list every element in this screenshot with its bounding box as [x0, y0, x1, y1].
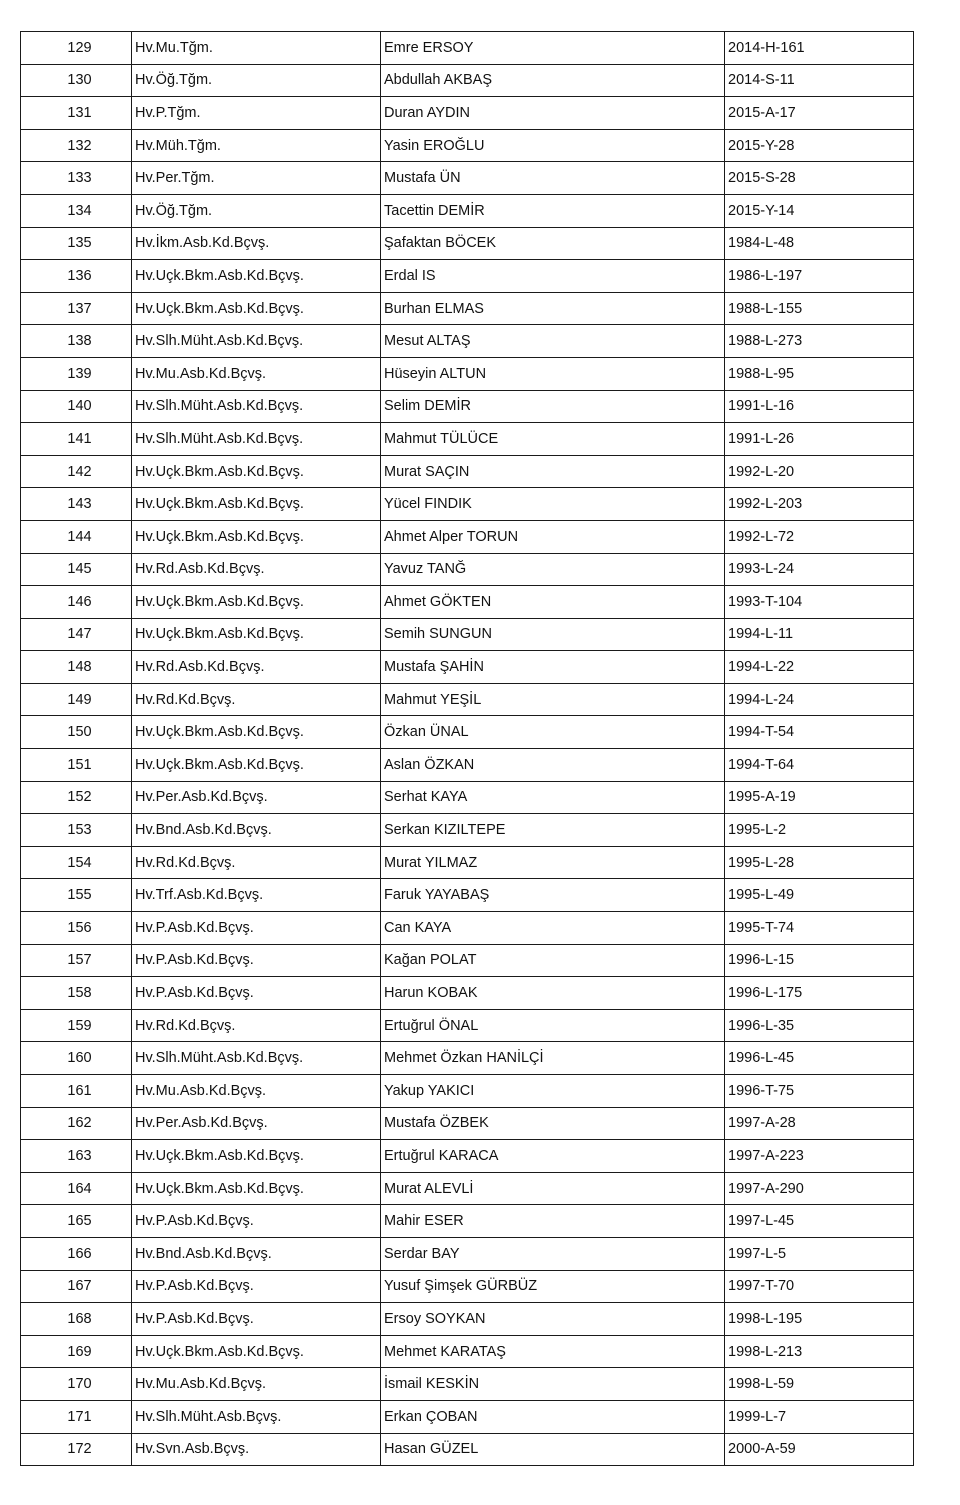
row-number-cell: 171	[21, 1400, 132, 1433]
registry-code-cell: 1994-T-64	[725, 749, 914, 782]
row-number-cell: 152	[21, 781, 132, 814]
table-row	[21, 194, 914, 227]
name-cell: Yasin EROĞLU	[381, 129, 725, 162]
registry-code-cell: 1988-L-155	[725, 292, 914, 325]
table-row	[21, 977, 914, 1010]
rank-cell: Hv.Uçk.Bkm.Asb.Kd.Bçvş.	[132, 488, 381, 521]
registry-code-cell: 1986-L-197	[725, 260, 914, 293]
name-cell: Mehmet KARATAŞ	[381, 1335, 725, 1368]
row-number-cell: 154	[21, 846, 132, 879]
table-row	[21, 912, 914, 945]
row-number-cell: 158	[21, 977, 132, 1010]
row-number-cell: 172	[21, 1433, 132, 1466]
registry-code-cell: 1996-T-75	[725, 1075, 914, 1108]
registry-code-cell: 1997-A-290	[725, 1172, 914, 1205]
rank-cell: Hv.Mu.Asb.Kd.Bçvş.	[132, 1075, 381, 1108]
table-row	[21, 64, 914, 97]
rank-cell: Hv.P.Asb.Kd.Bçvş.	[132, 977, 381, 1010]
rank-cell: Hv.Mu.Tğm.	[132, 32, 381, 65]
rank-cell: Hv.P.Asb.Kd.Bçvş.	[132, 912, 381, 945]
registry-code-cell: 1992-L-203	[725, 488, 914, 521]
rank-cell: Hv.Rd.Kd.Bçvş.	[132, 846, 381, 879]
rank-cell: Hv.Uçk.Bkm.Asb.Kd.Bçvş.	[132, 1140, 381, 1173]
rank-cell: Hv.Slh.Müht.Asb.Kd.Bçvş.	[132, 423, 381, 456]
registry-code-cell: 1997-A-28	[725, 1107, 914, 1140]
row-number-cell: 155	[21, 879, 132, 912]
row-number-cell: 159	[21, 1009, 132, 1042]
name-cell: Serkan KIZILTEPE	[381, 814, 725, 847]
rank-cell: Hv.Rd.Kd.Bçvş.	[132, 1009, 381, 1042]
registry-code-cell: 1984-L-48	[725, 227, 914, 260]
registry-code-cell: 2015-Y-28	[725, 129, 914, 162]
rank-cell: Hv.Rd.Kd.Bçvş.	[132, 683, 381, 716]
rank-cell: Hv.Uçk.Bkm.Asb.Kd.Bçvş.	[132, 1335, 381, 1368]
rank-cell: Hv.Per.Asb.Kd.Bçvş.	[132, 1107, 381, 1140]
row-number-cell: 163	[21, 1140, 132, 1173]
name-cell: Harun KOBAK	[381, 977, 725, 1010]
row-number-cell: 162	[21, 1107, 132, 1140]
registry-code-cell: 1997-A-223	[725, 1140, 914, 1173]
row-number-cell: 150	[21, 716, 132, 749]
row-number-cell: 140	[21, 390, 132, 423]
registry-code-cell: 2000-A-59	[725, 1433, 914, 1466]
registry-code-cell: 2015-S-28	[725, 162, 914, 195]
rank-cell: Hv.Uçk.Bkm.Asb.Kd.Bçvş.	[132, 618, 381, 651]
table-row	[21, 1433, 914, 1466]
name-cell: Duran AYDIN	[381, 97, 725, 130]
table-row	[21, 553, 914, 586]
row-number-cell: 169	[21, 1335, 132, 1368]
row-number-cell: 157	[21, 944, 132, 977]
row-number-cell: 149	[21, 683, 132, 716]
table-row	[21, 227, 914, 260]
row-number-cell: 130	[21, 64, 132, 97]
rank-cell: Hv.Per.Asb.Kd.Bçvş.	[132, 781, 381, 814]
rank-cell: Hv.Uçk.Bkm.Asb.Kd.Bçvş.	[132, 716, 381, 749]
row-number-cell: 133	[21, 162, 132, 195]
registry-code-cell: 1994-L-22	[725, 651, 914, 684]
row-number-cell: 141	[21, 423, 132, 456]
rank-cell: Hv.P.Tğm.	[132, 97, 381, 130]
rank-cell: Hv.P.Asb.Kd.Bçvş.	[132, 944, 381, 977]
table-row	[21, 781, 914, 814]
row-number-cell: 161	[21, 1075, 132, 1108]
registry-code-cell: 1997-T-70	[725, 1270, 914, 1303]
name-cell: Burhan ELMAS	[381, 292, 725, 325]
rank-cell: Hv.Müh.Tğm.	[132, 129, 381, 162]
table-row	[21, 1205, 914, 1238]
registry-code-cell: 1993-L-24	[725, 553, 914, 586]
row-number-cell: 132	[21, 129, 132, 162]
name-cell: Aslan ÖZKAN	[381, 749, 725, 782]
table-row	[21, 390, 914, 423]
rank-cell: Hv.Rd.Asb.Kd.Bçvş.	[132, 553, 381, 586]
rank-cell: Hv.Trf.Asb.Kd.Bçvş.	[132, 879, 381, 912]
registry-code-cell: 2015-Y-14	[725, 194, 914, 227]
name-cell: Serhat KAYA	[381, 781, 725, 814]
registry-code-cell: 1994-T-54	[725, 716, 914, 749]
row-number-cell: 137	[21, 292, 132, 325]
name-cell: Can KAYA	[381, 912, 725, 945]
name-cell: Mahmut YEŞİL	[381, 683, 725, 716]
table-row	[21, 1172, 914, 1205]
personnel-table-body	[21, 32, 914, 1466]
rank-cell: Hv.Uçk.Bkm.Asb.Kd.Bçvş.	[132, 292, 381, 325]
row-number-cell: 168	[21, 1303, 132, 1336]
row-number-cell: 164	[21, 1172, 132, 1205]
registry-code-cell: 1995-L-2	[725, 814, 914, 847]
rank-cell: Hv.Bnd.Asb.Kd.Bçvş.	[132, 814, 381, 847]
rank-cell: Hv.Uçk.Bkm.Asb.Kd.Bçvş.	[132, 260, 381, 293]
table-row	[21, 292, 914, 325]
registry-code-cell: 1997-L-5	[725, 1237, 914, 1270]
registry-code-cell: 1994-L-11	[725, 618, 914, 651]
name-cell: Şafaktan BÖCEK	[381, 227, 725, 260]
table-row	[21, 1270, 914, 1303]
table-row	[21, 1140, 914, 1173]
rank-cell: Hv.Öğ.Tğm.	[132, 64, 381, 97]
registry-code-cell: 1991-L-16	[725, 390, 914, 423]
name-cell: Semih SUNGUN	[381, 618, 725, 651]
table-row	[21, 1042, 914, 1075]
name-cell: İsmail KESKİN	[381, 1368, 725, 1401]
row-number-cell: 136	[21, 260, 132, 293]
name-cell: Mustafa ŞAHİN	[381, 651, 725, 684]
name-cell: Tacettin DEMİR	[381, 194, 725, 227]
table-row	[21, 357, 914, 390]
personnel-table	[20, 31, 914, 1466]
name-cell: Emre ERSOY	[381, 32, 725, 65]
registry-code-cell: 1988-L-273	[725, 325, 914, 358]
name-cell: Mahir ESER	[381, 1205, 725, 1238]
rank-cell: Hv.Uçk.Bkm.Asb.Kd.Bçvş.	[132, 520, 381, 553]
table-row	[21, 97, 914, 130]
table-row	[21, 260, 914, 293]
row-number-cell: 167	[21, 1270, 132, 1303]
registry-code-cell: 1991-L-26	[725, 423, 914, 456]
row-number-cell: 166	[21, 1237, 132, 1270]
row-number-cell: 148	[21, 651, 132, 684]
table-row	[21, 325, 914, 358]
table-row	[21, 651, 914, 684]
row-number-cell: 151	[21, 749, 132, 782]
rank-cell: Hv.Slh.Müht.Asb.Bçvş.	[132, 1400, 381, 1433]
rank-cell: Hv.İkm.Asb.Kd.Bçvş.	[132, 227, 381, 260]
row-number-cell: 142	[21, 455, 132, 488]
name-cell: Ersoy SOYKAN	[381, 1303, 725, 1336]
table-row	[21, 162, 914, 195]
row-number-cell: 147	[21, 618, 132, 651]
name-cell: Yakup YAKICI	[381, 1075, 725, 1108]
table-row	[21, 423, 914, 456]
table-row	[21, 1075, 914, 1108]
rank-cell: Hv.P.Asb.Kd.Bçvş.	[132, 1205, 381, 1238]
rank-cell: Hv.P.Asb.Kd.Bçvş.	[132, 1270, 381, 1303]
rank-cell: Hv.Uçk.Bkm.Asb.Kd.Bçvş.	[132, 1172, 381, 1205]
document-page	[20, 31, 914, 1466]
table-row	[21, 846, 914, 879]
name-cell: Özkan ÜNAL	[381, 716, 725, 749]
name-cell: Erdal IS	[381, 260, 725, 293]
name-cell: Mustafa ÖZBEK	[381, 1107, 725, 1140]
table-row	[21, 1303, 914, 1336]
rank-cell: Hv.Mu.Asb.Kd.Bçvş.	[132, 1368, 381, 1401]
table-row	[21, 586, 914, 619]
registry-code-cell: 2014-S-11	[725, 64, 914, 97]
table-row	[21, 1400, 914, 1433]
row-number-cell: 146	[21, 586, 132, 619]
registry-code-cell: 1995-L-28	[725, 846, 914, 879]
row-number-cell: 143	[21, 488, 132, 521]
registry-code-cell: 1996-L-15	[725, 944, 914, 977]
registry-code-cell: 1998-L-59	[725, 1368, 914, 1401]
registry-code-cell: 1996-L-45	[725, 1042, 914, 1075]
registry-code-cell: 1995-A-19	[725, 781, 914, 814]
registry-code-cell: 1992-L-20	[725, 455, 914, 488]
name-cell: Murat YILMAZ	[381, 846, 725, 879]
name-cell: Murat SAÇIN	[381, 455, 725, 488]
table-row	[21, 1237, 914, 1270]
name-cell: Hüseyin ALTUN	[381, 357, 725, 390]
name-cell: Erkan ÇOBAN	[381, 1400, 725, 1433]
name-cell: Ahmet Alper TORUN	[381, 520, 725, 553]
row-number-cell: 165	[21, 1205, 132, 1238]
name-cell: Ertuğrul KARACA	[381, 1140, 725, 1173]
table-row	[21, 520, 914, 553]
registry-code-cell: 1999-L-7	[725, 1400, 914, 1433]
rank-cell: Hv.Uçk.Bkm.Asb.Kd.Bçvş.	[132, 455, 381, 488]
table-row	[21, 879, 914, 912]
row-number-cell: 139	[21, 357, 132, 390]
registry-code-cell: 1993-T-104	[725, 586, 914, 619]
row-number-cell: 135	[21, 227, 132, 260]
rank-cell: Hv.Öğ.Tğm.	[132, 194, 381, 227]
registry-code-cell: 1996-L-35	[725, 1009, 914, 1042]
rank-cell: Hv.Slh.Müht.Asb.Kd.Bçvş.	[132, 390, 381, 423]
rank-cell: Hv.Uçk.Bkm.Asb.Kd.Bçvş.	[132, 586, 381, 619]
name-cell: Yusuf Şimşek GÜRBÜZ	[381, 1270, 725, 1303]
registry-code-cell: 1998-L-195	[725, 1303, 914, 1336]
table-row	[21, 455, 914, 488]
registry-code-cell: 2014-H-161	[725, 32, 914, 65]
rank-cell: Hv.Uçk.Bkm.Asb.Kd.Bçvş.	[132, 749, 381, 782]
table-row	[21, 1107, 914, 1140]
rank-cell: Hv.Bnd.Asb.Kd.Bçvş.	[132, 1237, 381, 1270]
registry-code-cell: 1988-L-95	[725, 357, 914, 390]
table-row	[21, 683, 914, 716]
name-cell: Mahmut TÜLÜCE	[381, 423, 725, 456]
name-cell: Hasan GÜZEL	[381, 1433, 725, 1466]
row-number-cell: 145	[21, 553, 132, 586]
registry-code-cell: 1995-L-49	[725, 879, 914, 912]
registry-code-cell: 1998-L-213	[725, 1335, 914, 1368]
name-cell: Faruk YAYABAŞ	[381, 879, 725, 912]
name-cell: Yücel FINDIK	[381, 488, 725, 521]
row-number-cell: 170	[21, 1368, 132, 1401]
name-cell: Ahmet GÖKTEN	[381, 586, 725, 619]
table-row	[21, 1335, 914, 1368]
row-number-cell: 138	[21, 325, 132, 358]
row-number-cell: 144	[21, 520, 132, 553]
registry-code-cell: 1997-L-45	[725, 1205, 914, 1238]
row-number-cell: 156	[21, 912, 132, 945]
rank-cell: Hv.Mu.Asb.Kd.Bçvş.	[132, 357, 381, 390]
registry-code-cell: 2015-A-17	[725, 97, 914, 130]
row-number-cell: 153	[21, 814, 132, 847]
registry-code-cell: 1992-L-72	[725, 520, 914, 553]
row-number-cell: 160	[21, 1042, 132, 1075]
registry-code-cell: 1996-L-175	[725, 977, 914, 1010]
rank-cell: Hv.Slh.Müht.Asb.Kd.Bçvş.	[132, 325, 381, 358]
name-cell: Serdar BAY	[381, 1237, 725, 1270]
table-row	[21, 1009, 914, 1042]
rank-cell: Hv.Slh.Müht.Asb.Kd.Bçvş.	[132, 1042, 381, 1075]
name-cell: Ertuğrul ÖNAL	[381, 1009, 725, 1042]
name-cell: Mustafa ÜN	[381, 162, 725, 195]
name-cell: Selim DEMİR	[381, 390, 725, 423]
table-row	[21, 944, 914, 977]
name-cell: Yavuz TANĞ	[381, 553, 725, 586]
rank-cell: Hv.Svn.Asb.Bçvş.	[132, 1433, 381, 1466]
registry-code-cell: 1995-T-74	[725, 912, 914, 945]
table-row	[21, 716, 914, 749]
table-row	[21, 749, 914, 782]
table-row	[21, 618, 914, 651]
row-number-cell: 134	[21, 194, 132, 227]
rank-cell: Hv.Rd.Asb.Kd.Bçvş.	[132, 651, 381, 684]
table-row	[21, 1368, 914, 1401]
row-number-cell: 129	[21, 32, 132, 65]
name-cell: Abdullah AKBAŞ	[381, 64, 725, 97]
row-number-cell: 131	[21, 97, 132, 130]
rank-cell: Hv.P.Asb.Kd.Bçvş.	[132, 1303, 381, 1336]
rank-cell: Hv.Per.Tğm.	[132, 162, 381, 195]
registry-code-cell: 1994-L-24	[725, 683, 914, 716]
name-cell: Mesut ALTAŞ	[381, 325, 725, 358]
table-row	[21, 32, 914, 65]
table-row	[21, 129, 914, 162]
name-cell: Mehmet Özkan HANİLÇİ	[381, 1042, 725, 1075]
table-row	[21, 488, 914, 521]
table-row	[21, 814, 914, 847]
name-cell: Murat ALEVLİ	[381, 1172, 725, 1205]
name-cell: Kağan POLAT	[381, 944, 725, 977]
